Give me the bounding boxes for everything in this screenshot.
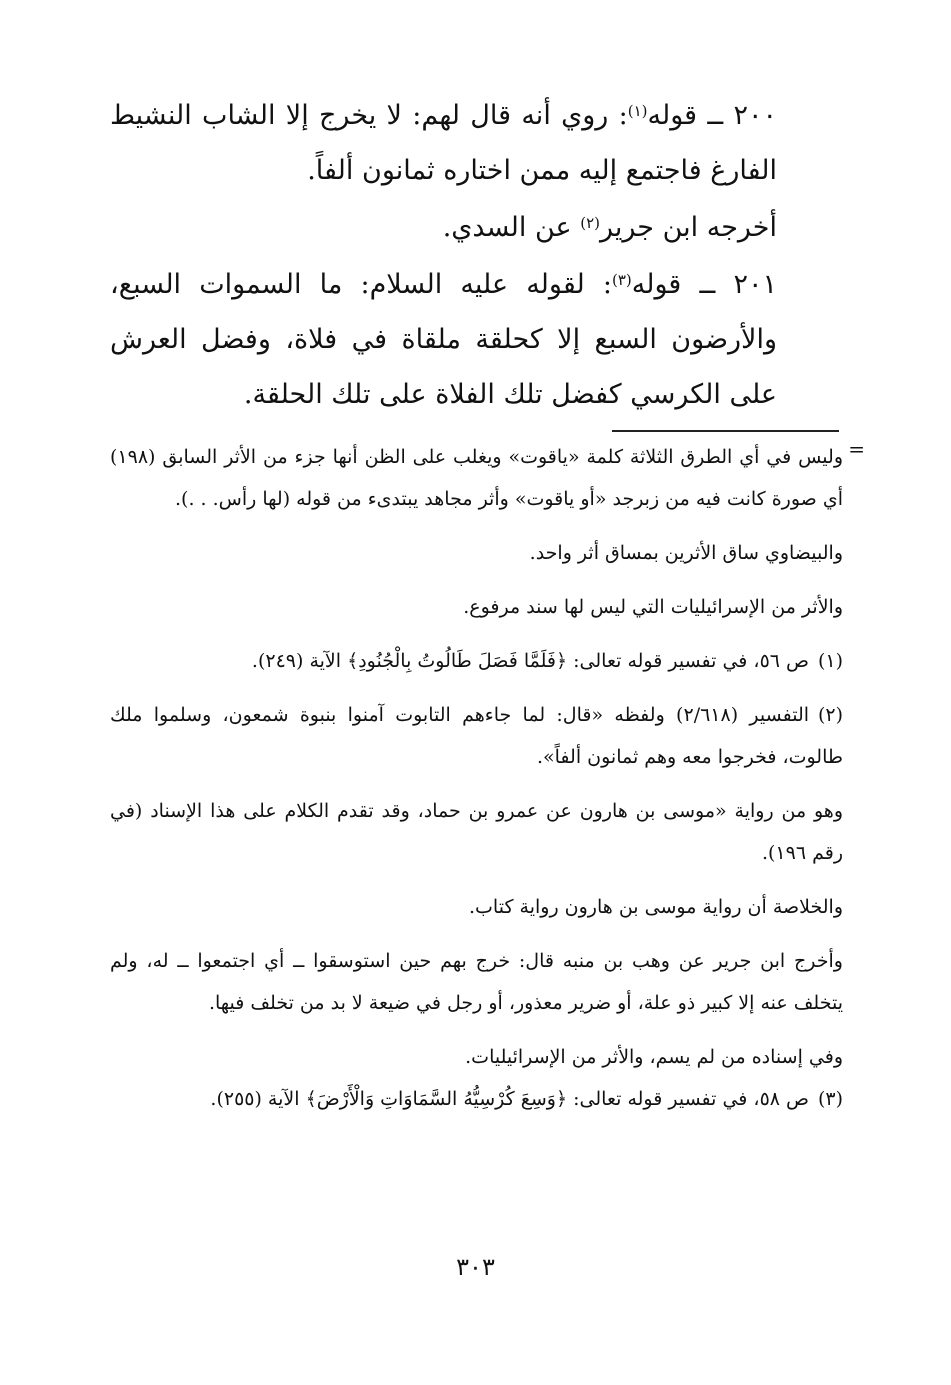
paragraph-200-text: : روي أنه قال لهم: لا يخرج إلا الشاب النشيط الفارغ فاجتمع إليه ممن اختاره ثمانون ألفاً.: [110, 100, 777, 186]
paragraph-200-source: [110, 200, 839, 255]
footnote-ref-1[interactable]: (١): [627, 102, 648, 120]
entry-number-200: ٢٠٠ ــ قوله: [647, 100, 778, 131]
footnote-2-paragraph-5: وفي إسناده من لم يسم، والأثر من الإسرائيليات.: [465, 1046, 843, 1068]
entry-number-201: ٢٠١ ــ قوله: [631, 269, 777, 300]
footnote-2-paragraph-3: والخلاصة أن رواية موسى بن هارون رواية كتاب.: [469, 896, 843, 918]
footnote-3-number: (٣): [817, 1088, 843, 1110]
footnote-2: [110, 694, 843, 778]
footnote-2-number: (٢): [817, 704, 844, 726]
source-text-end: عن السدي.: [442, 212, 581, 243]
footnote-continuation-2: والبيضاوي ساق الأثرين بمساق أثر واحد.: [529, 542, 843, 564]
source-text: أخرجه ابن جرير: [600, 212, 777, 243]
footnotes-section: [110, 436, 843, 1120]
footnote-3: [110, 1078, 843, 1120]
footnote-divider: [612, 430, 839, 432]
footnote-2-paragraph-4: وأخرج ابن جرير عن وهب بن منبه قال: خرج بهم حين استوسقوا ــ أي اجتمعوا ــ له، ولم يتخلف عنه إلا كبير ذو علة، أو ضرير معذور، أو رجل في ضيعة لا بد من تخلف فيها.: [110, 950, 843, 1014]
footnote-ref-3[interactable]: (٣): [612, 271, 632, 289]
footnote-continuation-1: وليس في أي الطرق الثلاثة كلمة «ياقوت» ويغلب على الظن أنها جزء من الأثر السابق (١٩٨) أي صورة كانت فيه من زبرجد «أو ياقوت» وأثر مجاهد يبتدىء من قوله (لها رأس. . .).: [110, 446, 843, 510]
footnote-2-text: التفسير (٢/٦١٨) ولفظه «قال: لما جاءهم التابوت آمنوا بنبوة شمعون، وسلموا ملك طالوت، فخرجوا معه وهم ثمانون ألفاً».: [110, 704, 843, 768]
paragraph-201-text: : لقوله عليه السلام: ما السموات السبع، والأرضون السبع إلا كحلقة ملقاة في فلاة، وفضل العرش على الكرسي كفضل تلك الفلاة على تلك الحلقة.: [110, 269, 777, 410]
footnote-1-text: ص ٥٦، في تفسير قوله تعالى: ﴿فَلَمَّا فَصَلَ طَالُوتُ بِالْجُنُودِ﴾ الآية (٢٤٩).: [251, 650, 809, 672]
footnote-ref-2[interactable]: (٢): [580, 214, 600, 232]
continued-mark: =: [848, 437, 865, 461]
footnote-2-paragraph-2: وهو من رواية «موسى بن هارون عن عمرو بن حماد، وقد تقدم الكلام على هذا الإسناد (في رقم ١٩٦).: [110, 800, 843, 864]
footnote-3-text: ص ٥٨، في تفسير قوله تعالى: ﴿وَسِعَ كُرْسِيُّهُ السَّمَاوَاتِ وَالْأَرْضَ﴾ الآية (٢٥٥).: [210, 1088, 809, 1110]
footnote-continuation-3: والأثر من الإسرائيليات التي ليس لها سند مرفوع.: [463, 596, 843, 618]
footnote-1: [110, 640, 843, 682]
page-number: ٣٠٣: [456, 1253, 495, 1281]
footnote-1-number: (١): [817, 650, 843, 672]
paragraph-201: [110, 257, 839, 422]
main-text: [110, 88, 839, 422]
paragraph-200: [110, 88, 839, 198]
